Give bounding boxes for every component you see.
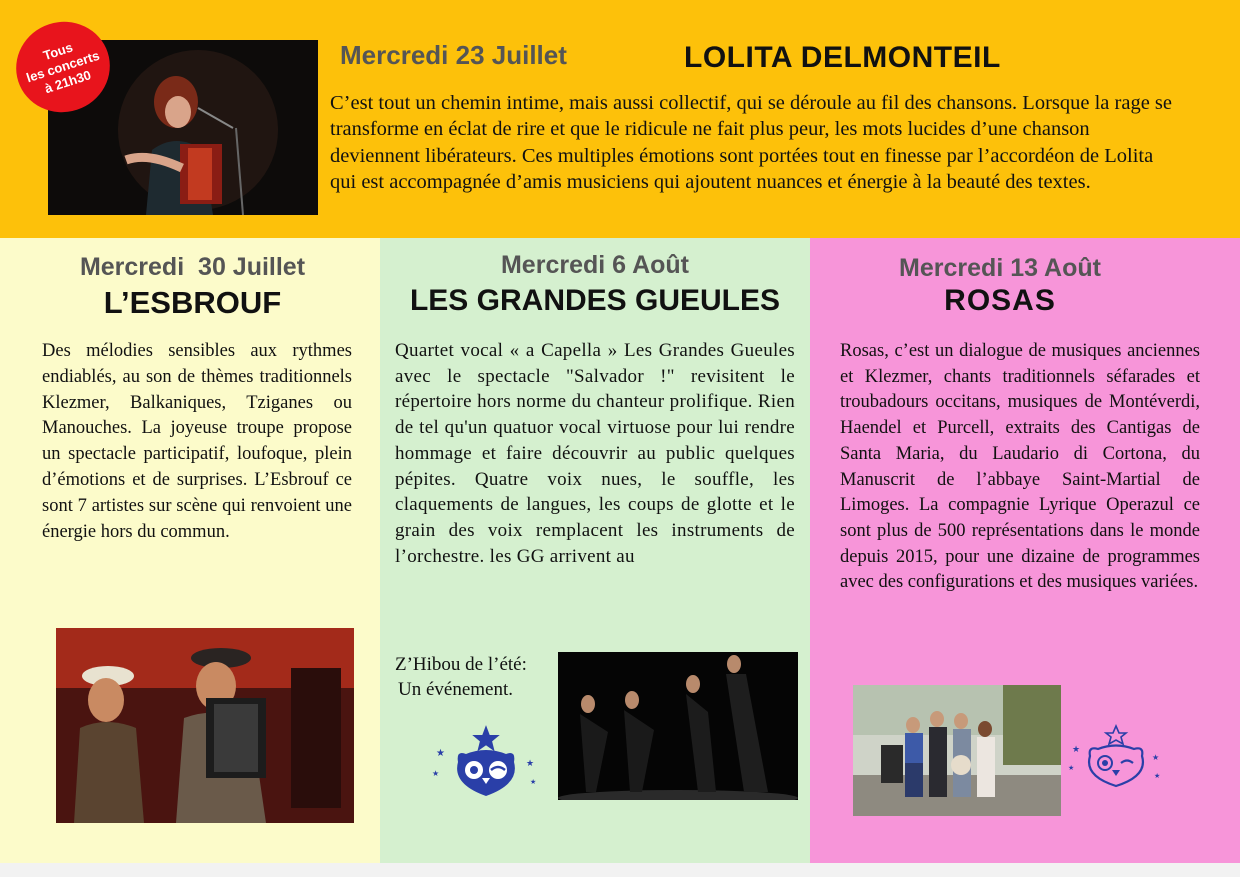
- vocal-quartet-image: [558, 652, 798, 800]
- top-concert-description: C’est tout un chemin intime, mais aussi collectif, qui se déroule au fil des chansons. Lorsque la rage se transforme en éclat de rire et que le ridicule ne fait plus peur, les mots lucides d’une chanson deviennent libérateurs. Ces multiples émotions sont portées tout en finesse par l’accordéon de Lolita qui est accompagnée d’amis musiciens qui ajoutent nuances et énergie à la beauté des textes.: [330, 92, 1172, 193]
- concert-1-date: Mercredi 30 Juillet: [79, 253, 306, 281]
- concert-3-date: Mercredi 13 Août: [899, 254, 1101, 282]
- svg-text:★: ★: [1072, 745, 1081, 755]
- concert-2-description: Quartet vocal « a Capella » Les Grandes Gueules avec le spectacle "Salvador !" revisitent le répertoire hors norme du chanteur prolifique. Rien de tel qu'un quatuor vocal virtuose pour lui rendre hommage et faire découvrir au public quelques pépites. Quatre voix nues, le souffle, les claquements de langues, les coups de glotte et le grain des voix remplacent les instruments de l’orchestre. les GG arrivent au: [395, 340, 795, 567]
- svg-text:★: ★: [1068, 764, 1075, 772]
- svg-text:★: ★: [436, 748, 445, 759]
- concert-3-description: Rosas, c’est un dialogue de musiques anciennes et Klezmer, chants traditionnels séfarades et troubadours occitans, musiques de Montéverdi, Haendel et Purcell, extraits des Cantigas de Santa Maria, du Laudario di Cortona, du Manuscrit de l’abbaye Saint-Martial de Limoges. La compagnie Lyrique Operazul ce sont plus de 500 représentations dans le monde depuis 2015, pour une dizaine de programmes avec des configurations et des musiques variées.: [840, 341, 1200, 593]
- ensemble-outdoor-image: [853, 685, 1061, 816]
- concert-1-artist: L’ESBROUF: [103, 285, 282, 320]
- concert-2-description-line-a: Z’Hibou de l’été:: [395, 654, 527, 675]
- grandes-gueules-photo: [558, 652, 798, 800]
- owl-logo-icon: [428, 722, 542, 804]
- esbrouf-photo: [56, 628, 354, 823]
- svg-text:★: ★: [1154, 772, 1161, 780]
- top-concert-artist: LOLITA DELMONTEIL: [684, 41, 1001, 74]
- svg-text:★: ★: [432, 769, 440, 778]
- rosas-photo: [853, 685, 1061, 816]
- svg-text:★: ★: [1152, 753, 1160, 762]
- svg-text:★: ★: [526, 759, 535, 769]
- concert-time-badge: Tous les concerts à 21h30: [4, 10, 121, 125]
- svg-text:★: ★: [530, 778, 537, 786]
- owl-logo-icon-2: [1066, 722, 1166, 792]
- concert-3-artist: ROSAS: [944, 284, 1056, 317]
- concert-2-date: Mercredi 6 Août: [500, 251, 689, 279]
- concert-2-artist: LES GRANDES GUEULES: [409, 284, 781, 317]
- band-performance-image: [56, 628, 354, 823]
- concert-2-description-line-b: Un événement.: [398, 679, 514, 700]
- top-concert-date: Mercredi 23 Juillet: [340, 40, 567, 70]
- concert-1-description: Des mélodies sensibles aux rythmes endiablés, au son de thèmes traditionnels Klezmer, Balkaniques, Tziganes ou Manouches. La joyeuse troupe propose un spectacle participatif, loufoque, plein d’émotions et de surprises. L’Esbrouf ce sont 7 artistes sur scène qui renvoient une énergie hors du commun.: [42, 341, 352, 542]
